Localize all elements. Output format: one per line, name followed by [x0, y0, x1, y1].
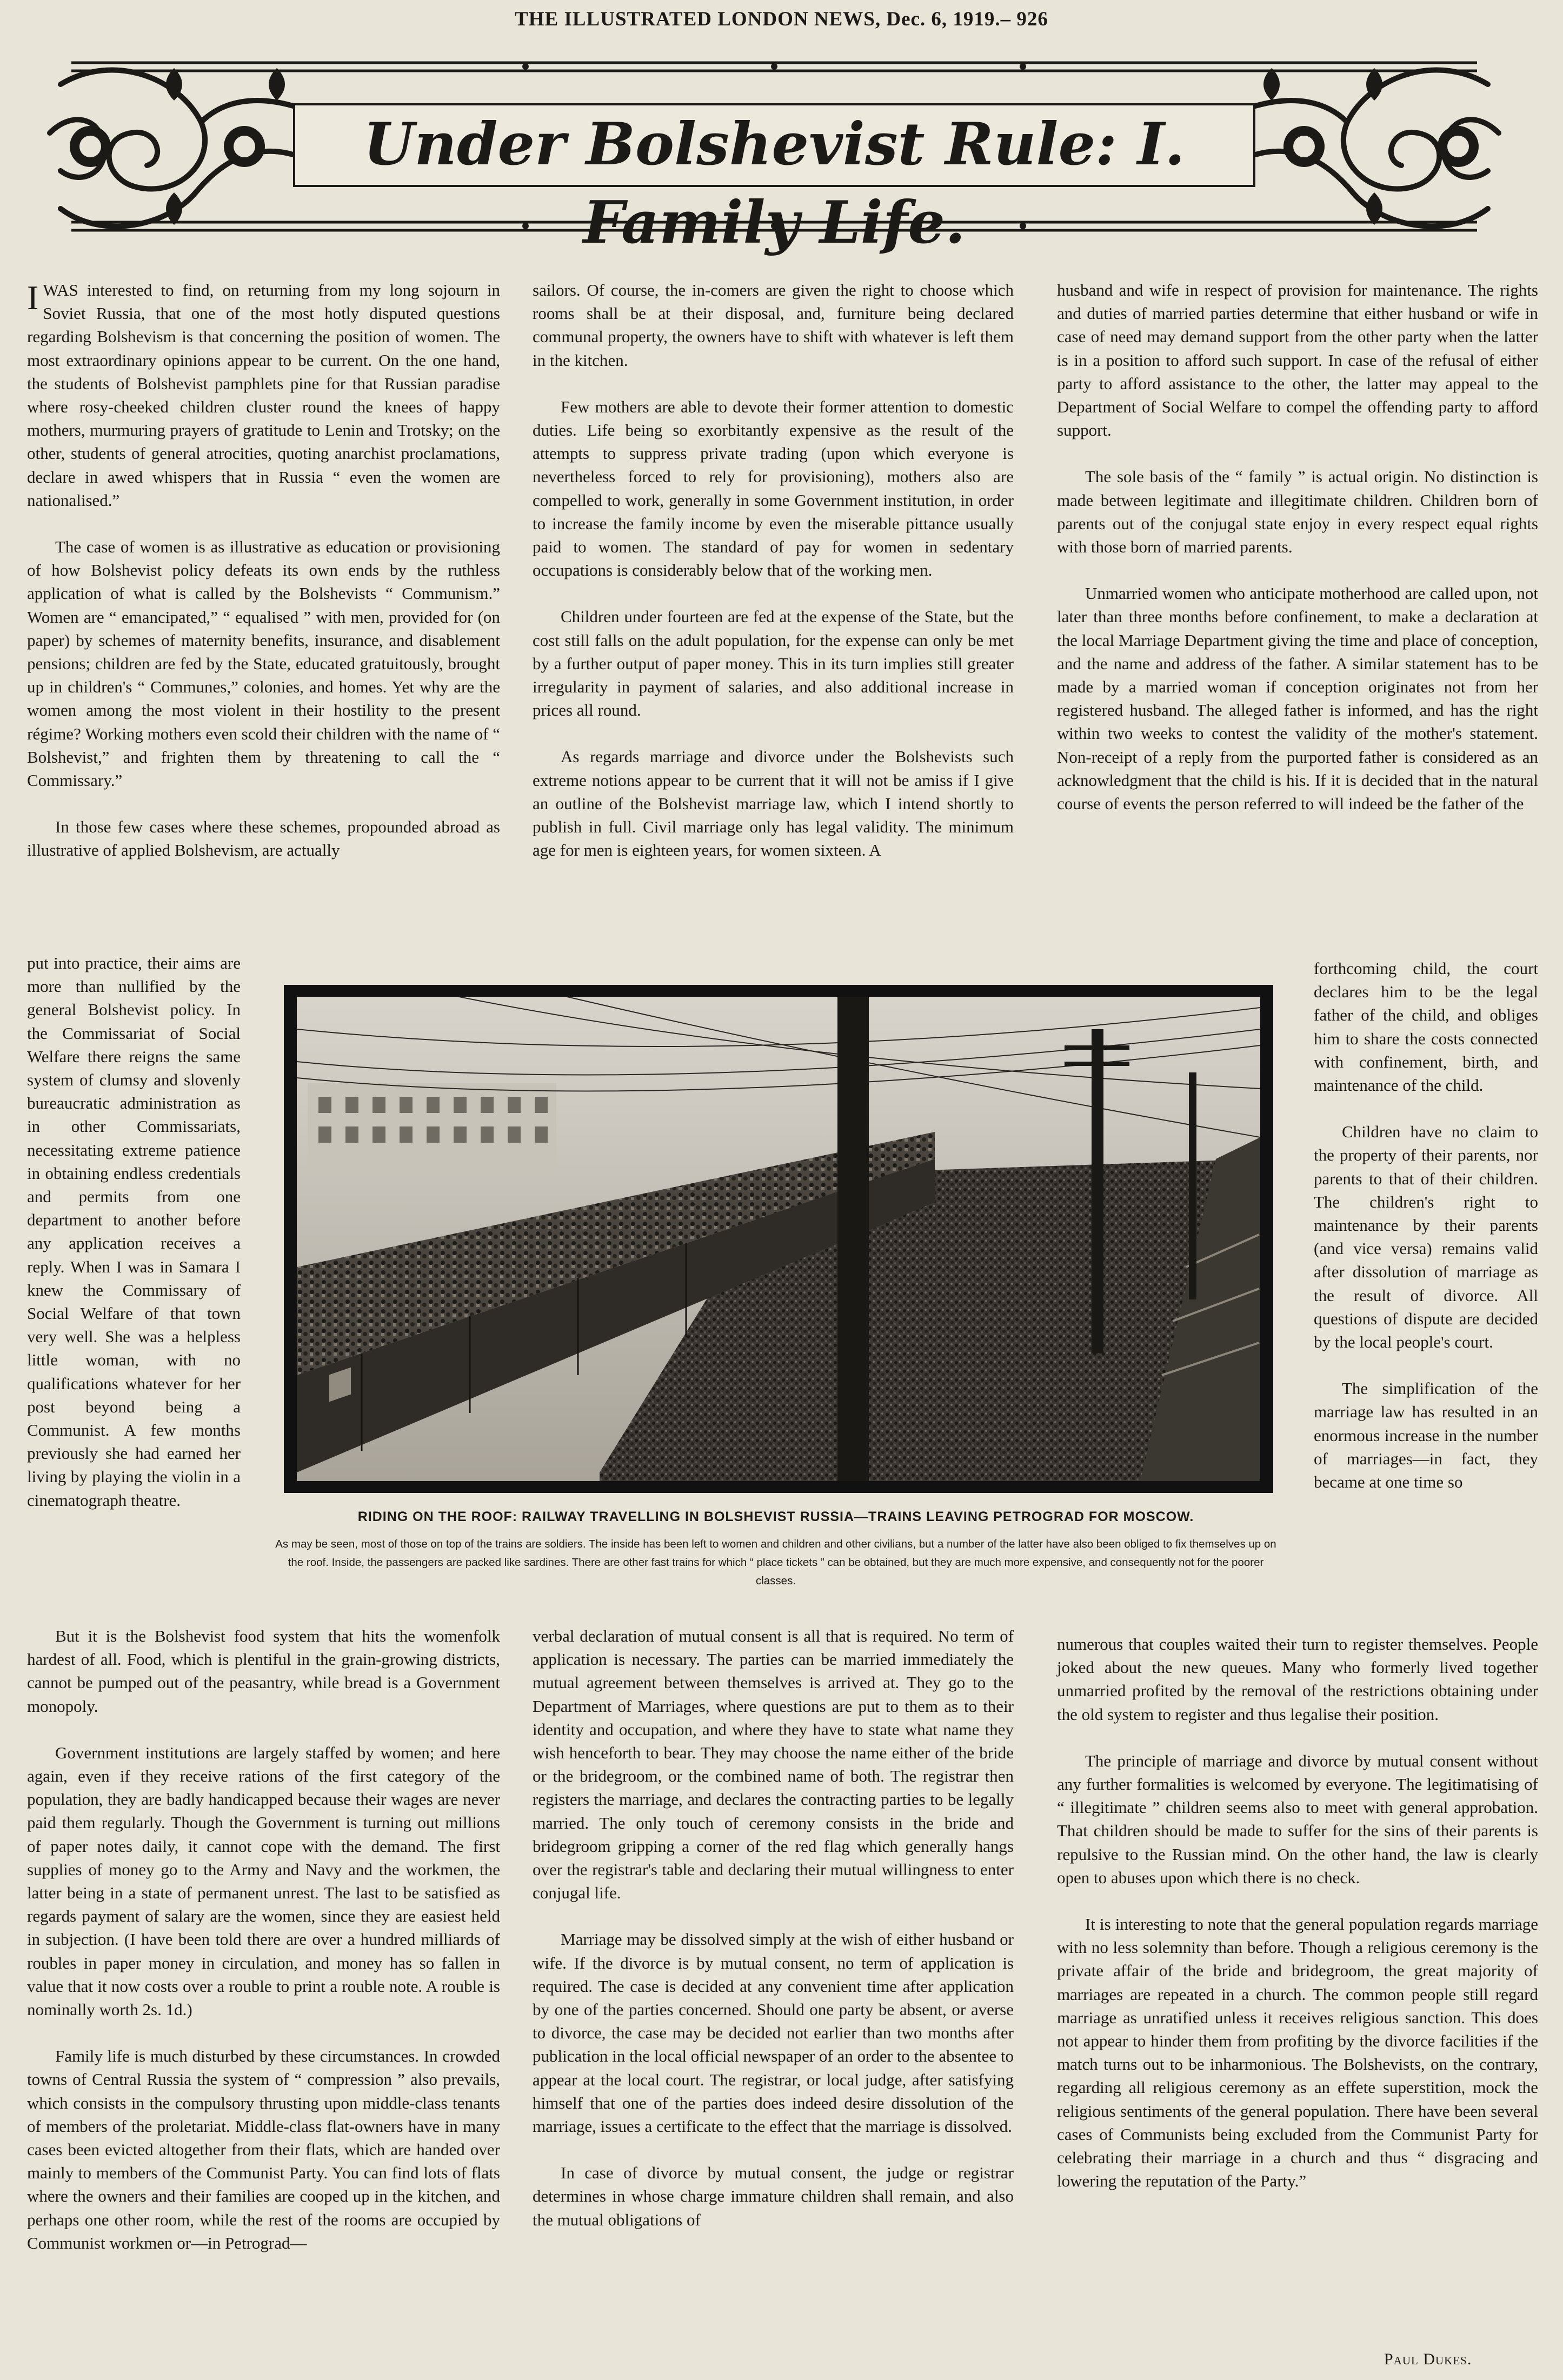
- paragraph: numerous that couples waited their turn to register themselves. People joked about the new queues. Many who formerly lived together unmarried profited by the removal of the restrictions obtaining under the old system to register and thus legalise their position.: [1057, 1635, 1538, 1724]
- column-3-narrow: [1314, 957, 1538, 1517]
- paragraph: It is interesting to note that the general population regards marriage with no less solemnity than before. Though a religious ceremony is the private affair of the bride and bridegroom, the great majority of marriages are repeated in a church. The common people still regard marriage as unratified unless it receives religious sanction. This does not appear to hinder them from profiting by the divorce facilities if the match turns out to be inharmonious. The Bolshevists, on the contrary, regarding all religious ceremony as an effete superstition, mock the religious sentiments of the general population. There have been several cases of Communists being excluded from the Communist Party for celebrating their marriage in a church and thus “ disgracing and lowering the reputation of the Party.”: [1057, 1915, 1538, 2191]
- column-3-top: [1057, 278, 1538, 838]
- paragraph: forthcoming child, the court declares him to be the legal father of the child, and obliges him to share the costs connected with confinement, birth, and maintenance of the child.: [1314, 959, 1538, 1095]
- figure-caption-text: As may be seen, most of those on top of the trains are soldiers. The inside has been left to women and children and other civilians, but a number of the latter have also been obliged to fix themselves up on the roof. Inside, the passengers are packed like sardines. There are other fast trains for which “ place tickets ” can be obtained, but they are much more expensive, and consequently not for the poorer classes.: [275, 1538, 1276, 1587]
- paragraph: As regards marriage and divorce under the Bolshevists such extreme notions appear to be current that it will not be amiss if I give an outline of the Bolshevist marriage law, which I intend shortly to publish in full. Civil marriage only has legal validity. The minimum age for men is eighteen years, for women sixteen. A: [533, 747, 1014, 860]
- paragraph: In those few cases where these schemes, propounded abroad as illustrative of applied Bolshevism, are actually: [27, 817, 500, 860]
- paragraph: Family life is much disturbed by these circumstances. In crowded towns of Central Russia the system of “ compression ” also prevails, which consists in the compulsory thrusting upon middle-class tenants of members of the proletariat. Middle-class flat-owners have in many cases been evicted altogether from their flats, which are handed over mainly to members of the Communist Party. You can find lots of flats where the owners and their families are cooped up in the kitchen, and perhaps one other room, while the rest of the rooms are occupied by Communist workmen or—in Petrograd—: [27, 2046, 500, 2252]
- drop-cap: I: [27, 278, 39, 317]
- column-1-top: [27, 278, 500, 862]
- paragraph: Children under fourteen are fed at the expense of the State, but the cost still falls on the adult population, for the expense can only be met by a further output of paper money. This in its turn implies still greater irregularity in payment of salaries, and also additional increase in prices all round.: [533, 607, 1014, 720]
- paragraph: Unmarried women who anticipate motherhood are called upon, not later than three months before confinement, to make a declaration at the local Marriage Department giving the time and place of conception, and the name and address of the father. A similar statement has to be made by a married woman if conception originates not from her registered husband. The alleged father is informed, and has the right within two weeks to contest the validity of the mother's statement. Non-receipt of a reply from the purported father is considered as an acknowledgment that the child is his. If it is decided that in the natural course of events the person referred to will indeed be the father of the: [1057, 584, 1538, 814]
- column-1-narrow: [27, 951, 241, 1535]
- paragraph: Government institutions are largely staffed by women; and here again, even if they receive rations of the first category of the population, they are badly handicapped because their wages are never paid them regularly. Though the Government is turning out millions of paper notes daily, it cannot cope with the demand. The first supplies of money go to the Army and Navy and the workmen, the latter being in a state of permanent unrest. The last to be satisfied as regards payment of salary are the women, since they are easiest held in subjection. (I have been told there are over a hundred milliards of roubles in paper money in circulation, and money has so fallen in value that it now costs over a rouble to print a rouble note. A rouble is nominally worth 2s. 1d.): [27, 1743, 500, 2019]
- paragraph: Marriage may be dissolved simply at the wish of either husband or wife. If the divorce is by mutual consent, no term of application is required. The case is decided at any convenient time after application by one of the parties concerned. Should one party be absent, or averse to divorce, the case may be decided not earlier than two months after publication in the local official newspaper of an order to the absentee to appear at the local court. The registrar, or local judge, after satisfying himself that one of the parties does indeed desire dissolution of the marriage, issues a certificate to the effect that the marriage is dissolved.: [533, 1930, 1014, 2136]
- column-1-bottom: [27, 1624, 500, 2278]
- paragraph: [27, 278, 500, 512]
- article-title: Under Bolshevist Rule: I. Family Life.: [293, 103, 1255, 187]
- paragraph: The simplification of the marriage law has resulted in an enormous increase in the number of marriages—in fact, they became at one time so: [1314, 1379, 1538, 1492]
- paragraph: The principle of marriage and divorce by mutual consent without any further formalities is welcomed by everyone. The legitimatising of “ illegitimate ” children seems also to meet with general approbation. That children should be made to suffer for the sins of their parents is repulsive to the Russian mind. On the other hand, the law is clearly open to abuses upon which there is no check.: [1057, 1751, 1538, 1887]
- paragraph-text: WAS interested to find, on returning from my long sojourn in Soviet Russia, that one of the most hotly disputed questions regarding Bolshevism is that concerning the position of women. The most extraordinary opinions appear to be current. On the one hand, the students of Bolshevist pamphlets pine for that Russian paradise where rosy-cheeked children cluster round the knees of happy mothers, murmuring prayers of gratitude to Lenin and Trotsky; on the other, students of general atrocities, quoting anarchist proclamations, declare in awed whispers that in Russia “ even the women are nationalised.”: [27, 281, 500, 510]
- paragraph: The case of women is as illustrative as education or provisioning of how Bolshevist policy defeats its own ends by the ruthless application of what is called by the Bolshevists “ Communism.” Women are “ emancipated,” “ equalised ” with men, provided for (on paper) by schemes of maternity benefits, insurance, and disablement pensions; children are fed by the State, educated gratuitously, brought up in children's “ Communes,” colonies, and homes. Yet why are the women among the most violent in their hostility to the present régime? Working mothers even scold their children with the name of “ Bolshevist,” and frighten them by threatening to call the “ Commissary.”: [27, 537, 500, 790]
- ornamental-banner: [39, 46, 1509, 257]
- figure-caption-title: RIDING ON THE ROOF: RAILWAY TRAVELLING IN BOLSHEVIST RUSSIA—TRAINS LEAVING PETROGRAD FOR MOSCOW.: [357, 1509, 1194, 1524]
- paragraph: verbal declaration of mutual consent is all that is required. No term of application is necessary. The parties can be married immediately the mutual agreement between themselves is arrived at. They go to the Department of Marriages, where questions are put to them as to their identity and occupation, and where they have to state what name they wish henceforth to bear. They may choose the name either of the bride or the bridegroom, or the combined name of both. The registrar then registers the marriage, and declares the contracting parties to be legally married. The only touch of ceremony consists in the bride and bridegroom gripping a corner of the red flag which generally hangs over the registrar's table and declaring their mutual willingness to enter conjugal life.: [533, 1626, 1014, 1903]
- paragraph: Few mothers are able to devote their former attention to domestic duties. Life being so exorbitantly expensive as the result of the attempts to suppress private trading (upon which everyone is nevertheless forced to rely for provisioning), mothers also are compelled to work, generally in some Government institution, in order to increase the family income by even the miserable pittance usually paid to women. The standard of pay for women in sedentary occupations is considerably below that of the working men.: [533, 397, 1014, 580]
- running-head: THE ILLUSTRATED LONDON NEWS, Dec. 6, 1919.– 926: [515, 8, 1048, 30]
- paragraph: Children have no claim to the property of their parents, nor parents to that of their children. The children's right to maintenance by their parents (and vice versa) remains valid after dissolution of marriage as the result of divorce. All questions of dispute are decided by the local people's court.: [1314, 1122, 1538, 1352]
- train-photo-image: [297, 997, 1260, 1481]
- column-2-top: [533, 278, 1014, 885]
- author-signature: Paul Dukes.: [1384, 2350, 1472, 2368]
- column-2-bottom: [533, 1624, 1014, 2255]
- paragraph: husband and wife in respect of provision for maintenance. The rights and duties of married parties determine that either husband or wife in case of need may demand support from the other party when the latter is in a position to afford such support. In case of the refusal of either party to afford assistance to the other, the latter may appeal to the Department of Social Welfare to compel the offending party to afford support.: [1057, 281, 1538, 440]
- paragraph: The sole basis of the “ family ” is actual origin. No distinction is made between legitimate and illegitimate children. Children born of parents out of the conjugal state enjoy in every respect equal rights with those born of married parents.: [1057, 467, 1538, 557]
- paragraph: put into practice, their aims are more than nullified by the general Bolshevist policy. In the Commissariat of Social Welfare there reigns the same system of clumsy and slovenly bureaucratic administration as in other Commissariats, necessitating extreme patience in obtaining endless credentials and permits from one department to another before any application receives a reply. When I was in Samara I knew the Commissary of Social Welfare of that town very well. She was a helpless little woman, with no qualifications whatever for her post beyond being a Communist. A few months previously she had earned her living by playing the violin in a cinematograph theatre.: [27, 954, 241, 1510]
- paragraph: In case of divorce by mutual consent, the judge or registrar determines in whose charge immature children shall remain, and also the mutual obligations of: [533, 2163, 1014, 2229]
- train-photograph: [284, 985, 1273, 1493]
- paragraph: sailors. Of course, the in-comers are given the right to choose which rooms shall be at their disposal, and, furniture being declared communal property, the owners have to shift with whatever is left them in the kitchen.: [533, 281, 1014, 370]
- column-3-bottom: [1057, 1632, 1538, 2216]
- paragraph: But it is the Bolshevist food system that hits the womenfolk hardest of all. Food, which is plentiful in the grain-growing districts, cannot be pumped out of the peasantry, while bread is a Government monopoly.: [27, 1626, 500, 1716]
